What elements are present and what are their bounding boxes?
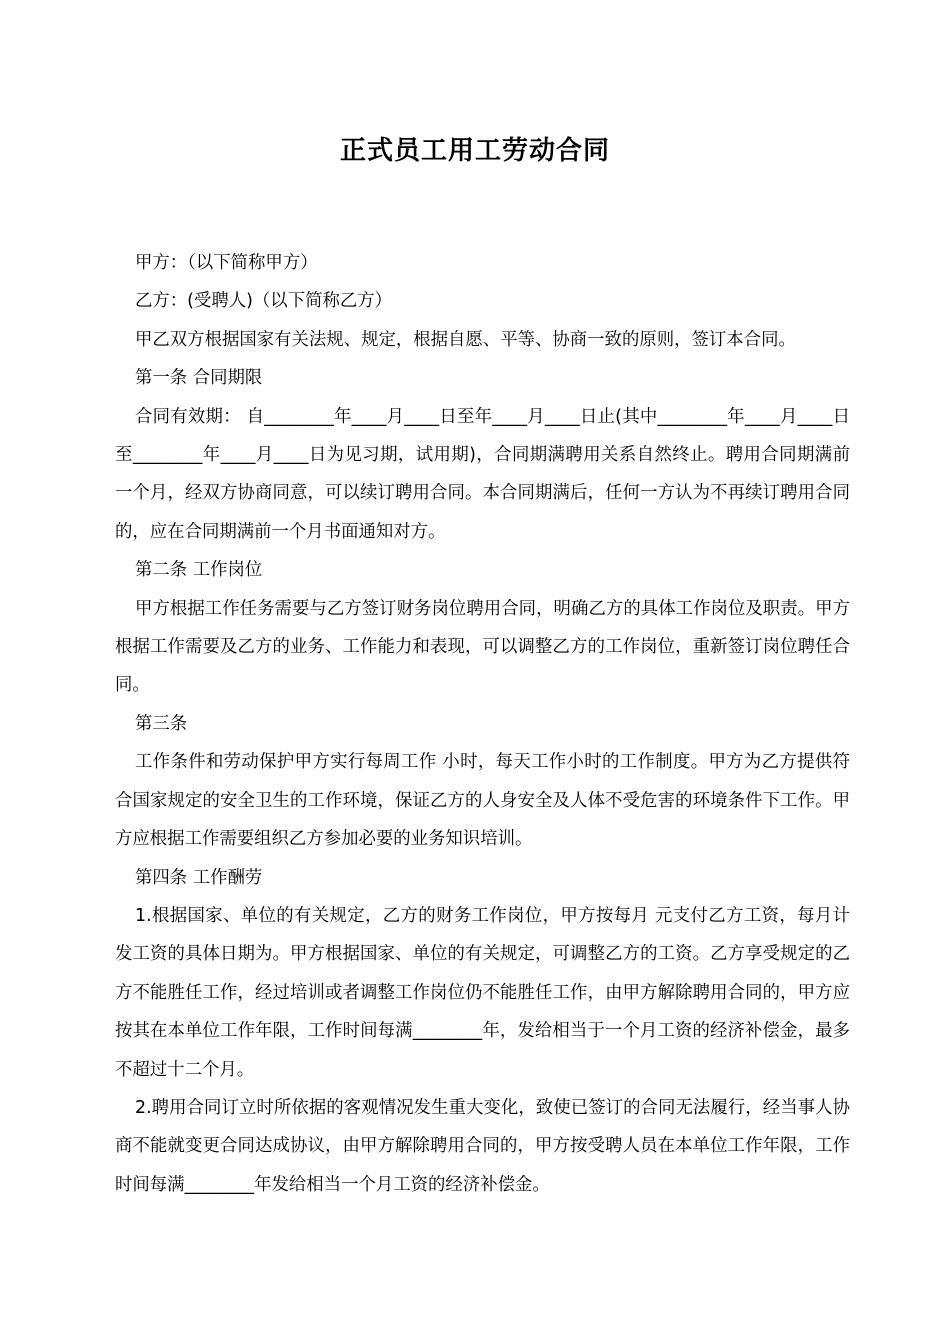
article-4-item-2: 2.聘用合同订立时所依据的客观情况发生重大变化，致使已签订的合同无法履行，经当事人协商不能就变更合同达成协议，由甲方解除聘用合同的，甲方按受聘人员在本单位工作年限，工作时间每满________年发给相当一个月工资的经济补偿金。 — [115, 1097, 850, 1195]
document-body — [115, 244, 850, 1204]
article-2-body: 甲方根据工作任务需要与乙方签订财务岗位聘用合同，明确乙方的具体工作岗位及职责。甲方根据工作需要及乙方的业务、工作能力和表现，可以调整乙方的工作岗位，重新签订岗位聘任合同。 — [115, 598, 850, 696]
article-2-heading: 第二条 工作岗位 — [135, 560, 263, 581]
article-3-body: 工作条件和劳动保护甲方实行每周工作 小时，每天工作小时的工作制度。甲方为乙方提供符合国家规定的安全卫生的工作环境，保证乙方的人身安全及人体不受危害的环境条件下工作。甲方应根据工作需要组织乙方参加必要的业务知识培训。 — [115, 752, 850, 850]
article-1-body: 合同有效期： 自________年____月____日至年____月____日止(其中________年____月____日至________年____月____日为见习期，试用期)，合同期满聘用关系自然终止。聘用合同期满前一个月，经双方协商同意，可以续订聘用合同。本合同期满后，任何一方认为不再续订聘用合同的，应在合同期满前一个月书面通知对方。 — [115, 406, 850, 542]
article-1-heading: 第一条 合同期限 — [135, 368, 263, 389]
article-4-item-1: 1.根据国家、单位的有关规定，乙方的财务工作岗位，甲方按每月 元支付乙方工资，每月计发工资的具体日期为。甲方根据国家、单位的有关规定，可调整乙方的工资。乙方享受规定的乙方不能胜任工作，经过培训或者调整工作岗位仍不能胜任工作，由甲方解除聘用合同的，甲方应按其在本单位工作年限，工作时间每满________年，发给相当于一个月工资的经济补偿金，最多不超过十二个月。 — [115, 905, 850, 1080]
intro-paragraph: 甲乙双方根据国家有关法规、规定，根据自愿、平等、协商一致的原则，签订本合同。 — [135, 329, 796, 350]
party-b-line: 乙方：(受聘人)（以下简称乙方） — [135, 291, 393, 312]
document-title: 正式员工用工劳动合同 — [339, 136, 610, 166]
party-a-line: 甲方：（以下简称甲方） — [135, 253, 318, 273]
article-3-heading: 第三条 — [135, 713, 188, 734]
article-4-heading: 第四条 工作酬劳 — [135, 867, 263, 888]
